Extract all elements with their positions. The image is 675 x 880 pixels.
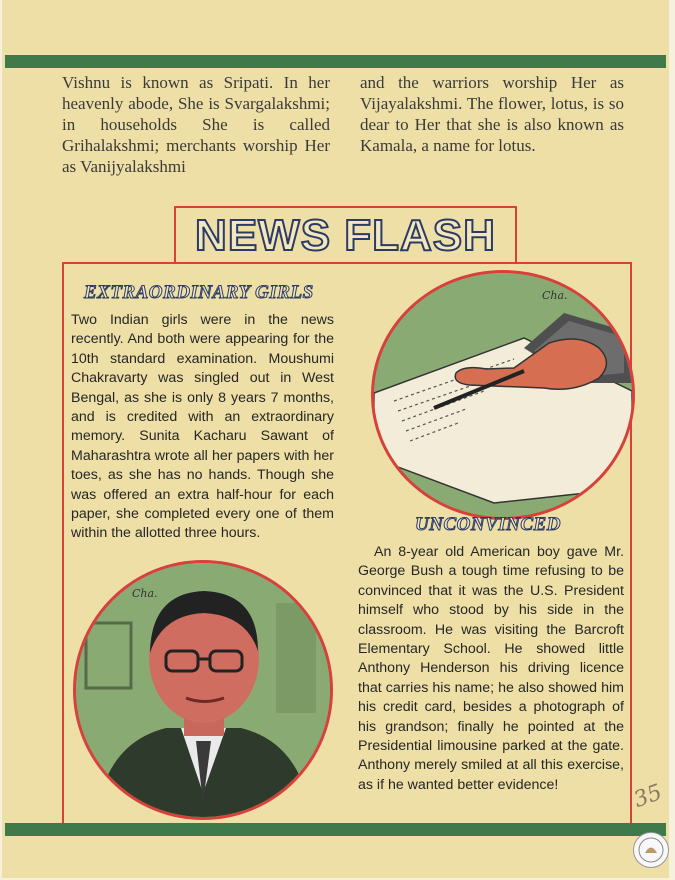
top-column-left: Vishnu is known as Sripati. In her heavenly abode, She is Svargalakshmi; in households She is called Grihalakshmi; merchants worship Her as Vanijyalakshmi xyxy=(62,73,330,176)
portrait-illustration xyxy=(73,560,333,820)
bottom-green-band xyxy=(5,823,666,836)
page-number: 35 xyxy=(630,779,666,814)
story-headline-unconvinced: UNCONVINCED xyxy=(415,514,561,535)
story-body-unconvinced: An 8-year old American boy gave Mr. George Bush a tough time refusing to be convinced that it was the U.S. President himself who stood by his side in the classroom. He was visiting the Barcroft Elementary School. He showed little Anthony Henderson his driving licence that carries his name; he also showed him his credit card, besides a photograph of his grandson; finally he pointed at the Presidential limousine parked at the gate. Anthony merely smiled at all this exercise, as if he wanted better evidence! xyxy=(358,544,624,793)
foot-writing-illustration xyxy=(371,270,635,520)
banner-title: NEWS FLASH xyxy=(195,210,496,260)
story-headline-girls: EXTRAORDINARY GIRLS xyxy=(84,282,314,303)
top-green-band xyxy=(5,55,666,68)
illustration-signature-foot: Cha. xyxy=(542,289,568,302)
story-body-girls: Two Indian girls were in the news recently. And both were appearing for the 10th standard examination. Moushumi Chakravarty was singled out in West Bengal, as she is only 8 years 7 months, and is credited with an extraordinary memory. Sunita Kacharu Sawant of Maharashtra wrote all her papers with her toes, as she has no hands. Though she was offered an extra half-hour for each paper, she completed every one of them within the allotted three hours. xyxy=(71,312,334,542)
publisher-logo xyxy=(633,832,669,868)
news-flash-banner xyxy=(174,206,517,263)
comic-page xyxy=(2,0,669,878)
illustration-signature-portrait: Cha. xyxy=(132,587,158,600)
top-column-right: and the warriors worship Her as Vijayalakshmi. The flower, lotus, is so dear to Her that she is also known as Kamala, a name for lotus. xyxy=(360,73,624,155)
